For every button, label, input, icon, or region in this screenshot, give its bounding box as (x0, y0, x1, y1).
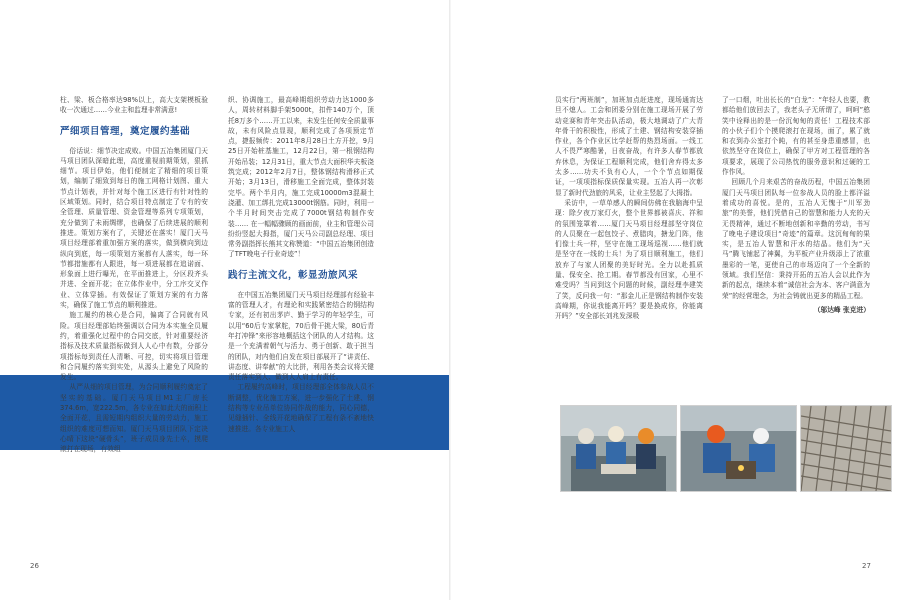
welding-worker-photo (680, 405, 797, 492)
page-number-left: 26 (30, 562, 39, 570)
page-number-right: 27 (862, 562, 871, 570)
workers-meeting-photo (560, 405, 677, 492)
rebar-grid-photo (800, 405, 892, 492)
paragraph: 俗话说：细节决定成败。中国五冶集团厦门天马项目团队深暗此理，高度重视前期策划，狠抓细节。项目伊始，他们便制定了精细的项目策划，编制了细致到每日的施工网格计划图、重大节点计划表，并针对每个施工区进行有针对性的区域策划。同时，结合项目特点制定了专有的安全管理、质量管理、资金管理等系列专项策划，充分做到了未雨绸缪，也确保了后续进展的顺利推进。策划方案有了，关键还在落实！厦门天马项目经理部着重加强方案的落实，做到横向到边纵向到底，每一项策划方案都有人落实，每一环节都措施都有人跟进，每一项进展都在追诺面、形象面上进行曝光，在平面推进上，分区段齐头并进、全面开花；在立体作业中，分工序交叉作业、立体穿插。有效保证了策划方案的有力落实，确保了施工节点的顺利推进。 (60, 146, 208, 310)
right-column-2 (722, 95, 870, 315)
right-page (450, 0, 900, 600)
left-column-1 (60, 95, 208, 455)
paragraph: 员实行“两班制”，加班加点赶进度，现场通宵达旦不熄人。工会和团委分别在施工现场开展了劳动竞赛和青年突击队活动，极大地调动了广大青年骨干的积极性，形成了土建、钢结构安装穿插作业，各个作业区比学赶帮的热烈场面。一线工人不畏严寒酷暑，日夜奋战，有许多人春节都放弃休息，为保证工程顺利完成，他们舍弃得太多太多……功夫不负有心人，一个个节点如期保证，一项项指标保质保量实现。五冶人再一次彰显了新时代劲旅的风采，让业主竖起了大拇指。 (555, 96, 703, 197)
paragraph: 织、协调施工，最高峰期组织劳动力达1000多人，周转材料脚手架5000t，扣件140万个，顶托8万多个……开工以来，未发生任何安全质量事故，未有风险点显现，顺利完成了各项预定节点，捷报频传：2011年8月28日土方开挖，9月25日开始桩基施工，12月22日，第一根钢结构开始吊装；12月31日，重大节点大面积华夫板浇筑完成；2012年2月7日，整体钢结构滑移正式开始；3月13日，滑移施工全面完成，整体封装完毕。两个半月内，施工完成10000m3混凝土浇灌、加工绑扎完成13000t钢筋。同时，利用一个半月时间突击完成了7000t钢结构制作安装…… 在一幅幅骤顾的画面前，业主和管理公司纷纷竖起大拇指，厦门天马公司副总经理、项目常务副指挥长熊其文称赞道：“中国五冶集团创造了TFT晚电子行业奇迹”！ (228, 96, 374, 259)
paragraph: 工程履约高峰时，项目经理部全体参战人员不断调整，优化施工方案，进一步强化了土建、钢结构等专业吊单位协同作战的能力，同心同德，见缝插针、全线开花地确保了工程有条不紊地快速推进。各专业施工人 (228, 383, 374, 433)
left-column-2 (228, 95, 374, 434)
paragraph: 回顾几个月来艰苦的奋战历程，中国五冶集团厦门天马项目团队每一位参战人员的脸上都洋溢着成功的喜悦。是的，五冶人无愧于“川军劲旅”的美誉，他们凭借自己的智慧和能力人充的天无畏精神，通过不断地创新和辛勤的劳动，书写了晚电子建设项目“奇迹”的篇章。这沉甸甸的果实，是五冶人智慧和汗水的结晶。他们为“天马”腾飞铺起了神翼，为平板产业升级添上了浓重墨彩的一笔，更使自己的市场迈向了一个全新的领域。我们坚信：秉持开拓的五冶人会以此作为新的起点，继续本着“诚信社会为本、客户满意为荣”的经营理念，为社会铸就出更多的精品工程。 (722, 178, 870, 300)
author-signature: （邬达峰 张克进） (813, 305, 870, 314)
section-heading-management: 严细项目管理，奠定履约基础 (60, 125, 191, 137)
paragraph: 在中国五冶集团厦门天马项目经理部有经验丰富的管理人才，有理论和实践紧密结合的钢结构专家，还有初出茅庐、勤于学习的年轻学生，可以用“60后专家掌舵，70后骨干挑大梁，80后青年打冲锋”来形容地概括这个团队的人才结构。这是一个充满着朝气与活力、勇于创新、敢于担当的团队，对内他们自发在项目部展开了“讲责任、讲态度、讲奉献”的大比拼，利用各类会议将关键责任落实到人、做到人人肩上有责任。 (228, 290, 374, 382)
right-column-1 (555, 95, 703, 322)
paragraph: 了一口烟，吐出长长的“白龙”：“年轻人也要，教都给他们放回去了，我老头子无所谓了，呵呵”憨笑中诠释出的是一份沉甸甸的责任！工程技术部的小伙子们个个摸爬滚打在现场，面了，累了就和衣到办公室打个盹，有的甚至身患重感冒，也依然坚守在岗位上，确保了甲方对工程管理的各项要求，展现了公司热忱的服务意识和过硬的工作作风。 (722, 96, 870, 177)
section-heading-culture: 践行主流文化，彰显劲旅风采 (228, 269, 359, 281)
paragraph: 施工履约的核心是合同，偏离了合同就有风险。项目经理部始终强调以合同为本实施全员履约，着重强化过程中的合同交底，针对重要经济指标及技术质量指标做到人人心中有数，分部分项指标每到责任人清晰、可控，切实将项目管理和合同履约落实到实处，从源头上避免了风险的发生。 (60, 311, 208, 382)
paragraph: 采访中，一草单感人的瞬间仿佛在我脑海中呈现：除夕夜万家灯火，整个世界都被喜庆、祥和的氛围笼罩着……厦门天马项目经理部坚守岗位的人员聚在一起包饺子、煮腊肉，搪龙门阵，他们像士兵一样，坚守在施工现场巡视……他们就是坚守在一线的士兵！为了项目顺利施工，他们放弃了与家人团聚的美好时光。全力以赴抓质量、保安全、抢工期。春节都没有回家，心里不难受吗？当问到这个问题的时候，副经理李建笑了笑，反问我一句：“那金儿正是钢结构制作安装高峰期，你说我能离开吗？要是换成你，你能离开吗？”安全部长刘兆发深吸 (555, 198, 703, 321)
paragraph: 从严从细的项目管理，为合同顺利履约奠定了坚实的基础。厦门天马项目M1主厂房长374.6m，宽222.5m，各专业在如此大的面积上全面开花，且需短期内组织大量的劳动力，施工组织的难度可想而知。厦门天马项目团队下定决心晴下这块“硬骨头”，班子成员身先士卒，摸爬滚打在现场，有效组 (60, 383, 208, 454)
intro-paragraph: 柱、梁、板合格率达98%以上，高大支架模板验收一次通过……今业主和监理非常满意! (60, 96, 208, 115)
